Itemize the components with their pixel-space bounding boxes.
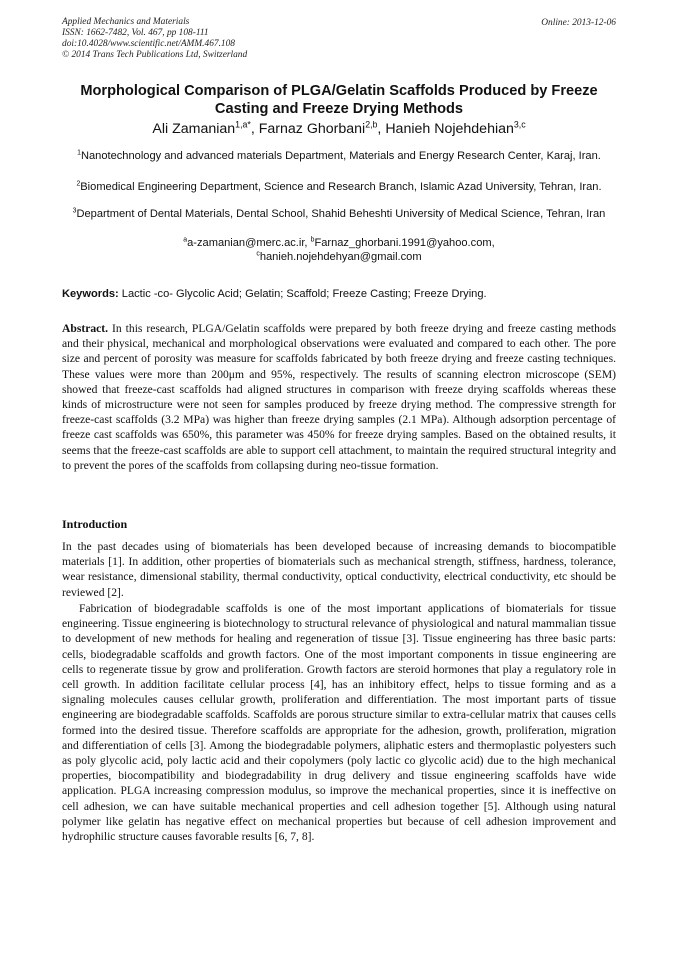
keywords-label: Keywords: xyxy=(62,288,119,300)
email-a[interactable]: a-zamanian@merc.ac.ir, xyxy=(187,237,311,249)
abstract-text: In this research, PLGA/Gelatin scaffolds were prepared by both freeze drying and freeze casting methods and their physical, mechanical and morphological observations were evaluated and compared to each other. The pore size and percent of porosity was measure for scaffolds fabricated by both freeze drying and freeze casting techniques. These values were more than 200μm and 95%, respectively. The results of scanning electron microscope (SEM) showed that freeze-cast scaffolds had aligned structures in comparison with freeze drying scaffolds whereas these kinds of microstructure were not seen for samples produced by freeze drying method. The compressive strength for freeze-cast scaffolds (3.2 MPa) was higher than freeze drying samples (2.1 MPa). Although adsorption percentage of freeze cast scaffolds was 650%, this parameter was 450% for freeze drying samples. Based on the obtained results, it seems that the freeze-cast scaffolds are able to support cell attachment, to maintain the required structural integrity and to prevent the pores of the scaffolds from collapsing during neo-tissue formation. xyxy=(62,322,616,472)
email-mark: c xyxy=(256,250,260,258)
copyright-line: © 2014 Trans Tech Publications Ltd, Switzerland xyxy=(62,50,248,60)
abstract-label: Abstract. xyxy=(62,322,109,335)
author-separator: , xyxy=(250,121,259,137)
keywords-text: Lactic -co- Glycolic Acid; Gelatin; Scaffold; Freeze Casting; Freeze Drying. xyxy=(118,288,487,300)
affiliation xyxy=(62,180,616,196)
online-date: Online: 2013-12-06 xyxy=(541,18,616,28)
author-affiliation-mark: 3,c xyxy=(513,119,526,130)
email-b[interactable]: Farnaz_ghorbani.1991@yahoo.com, xyxy=(314,237,495,249)
author-name: Farnaz Ghorbani xyxy=(258,121,366,137)
author-name: Hanieh Nojehdehian xyxy=(385,121,514,137)
author-name: Ali Zamanian xyxy=(152,121,236,137)
email-c[interactable]: hanieh.nojehdehyan@gmail.com xyxy=(259,251,422,263)
keywords xyxy=(62,288,616,300)
paper-title: Morphological Comparison of PLGA/Gelatin Scaffolds Produced by Freeze Casting and Freeze Drying Methods xyxy=(80,83,598,117)
affiliation xyxy=(62,149,616,165)
affiliation-number: 3 xyxy=(72,207,77,215)
email-mark: b xyxy=(310,236,315,244)
affiliation-text: Nanotechnology and advanced materials Department, Materials and Energy Research Center, Karaj, Iran. xyxy=(80,150,601,162)
affiliation-text: Biomedical Engineering Department, Science and Research Branch, Islamic Azad University, Tehran, Iran. xyxy=(80,181,602,193)
introduction-paragraph: Fabrication of biodegradable scaffolds is one of the most important applications of biomaterials for tissue engineering. Tissue engineering is biotechnology to structural relevance of physiological and natural mammalian tissue to development of new methods for healing and regeneration of tissue [3]. Tissue engineering has three basic parts: cells, biodegradable scaffolds and growth factors. One of the most important components in tissue engineering are cells to regenerate tissue by grow and proliferation. Growth factors are steroid hormones that play a regulatory role in cell growth. In addition facilitate cellular process [4], has an inhibitory effect, helps to tissue forming and as a signaling molecules causes cellular growth, proliferation and differentiation. The most important parts of tissue engineering are biodegradable scaffolds. Scaffolds are porous structure similar to extra-cellular matrix that causes cells formed into the desired tissue. Therefore scaffolds are appropriate for the adhesion, growth, proliferation, migration and differentiation of cells [3]. Among the biodegradable polymers, aliphatic esters and thermoplastic polyesters such as poly glycolic acid, poly lactic acid and their copolymers (poly lactic co glycolic acid) due to the high mechanical properties, biocompatibility and biodegradability in drug delivery and tissue engineering scaffolds have wide application. PLGA increasing compression modulus, so improve the mechanical properties, since it is ineffective on cell adhesion, we can have suitable mechanical properties and cell adhesion together [5]. Although using natural polymer like gelatin has negative effect on mechanical properties but because of cell adhesion improvement and hydrophilic structure causes favorable results [6, 7, 8]. xyxy=(62,602,616,844)
abstract xyxy=(62,321,616,473)
introduction-paragraph: In the past decades using of biomaterials has been developed because of increasing demands to biocompatible materials [1]. In addition, other properties of biomaterials such as mechanical strength, stiffness, hardness, tolerance, wear resistance, dimensional stability, thermal conductivity, optical conductivity, electrical conductivity, etc should be reviewed [2]. xyxy=(62,540,616,599)
author-list xyxy=(62,121,616,137)
doi-line: doi:10.4028/www.scientific.net/AMM.467.108 xyxy=(62,39,235,49)
journal-name: Applied Mechanics and Materials xyxy=(62,17,190,27)
author-affiliation-mark: 2,b xyxy=(365,119,378,130)
email-mark: a xyxy=(183,236,188,244)
issn-line: ISSN: 1662-7482, Vol. 467, pp 108-111 xyxy=(62,28,209,38)
author-affiliation-mark: 1,a* xyxy=(235,119,251,130)
affiliation-number: 1 xyxy=(77,149,81,157)
affiliation xyxy=(62,207,616,223)
introduction-heading: Introduction xyxy=(62,517,128,531)
affiliation-text: Department of Dental Materials, Dental School, Shahid Beheshti University of Medical Science, Tehran, Iran xyxy=(76,208,606,220)
affiliation-number: 2 xyxy=(76,180,81,188)
email-line xyxy=(62,250,616,266)
author-separator: , xyxy=(377,121,386,137)
